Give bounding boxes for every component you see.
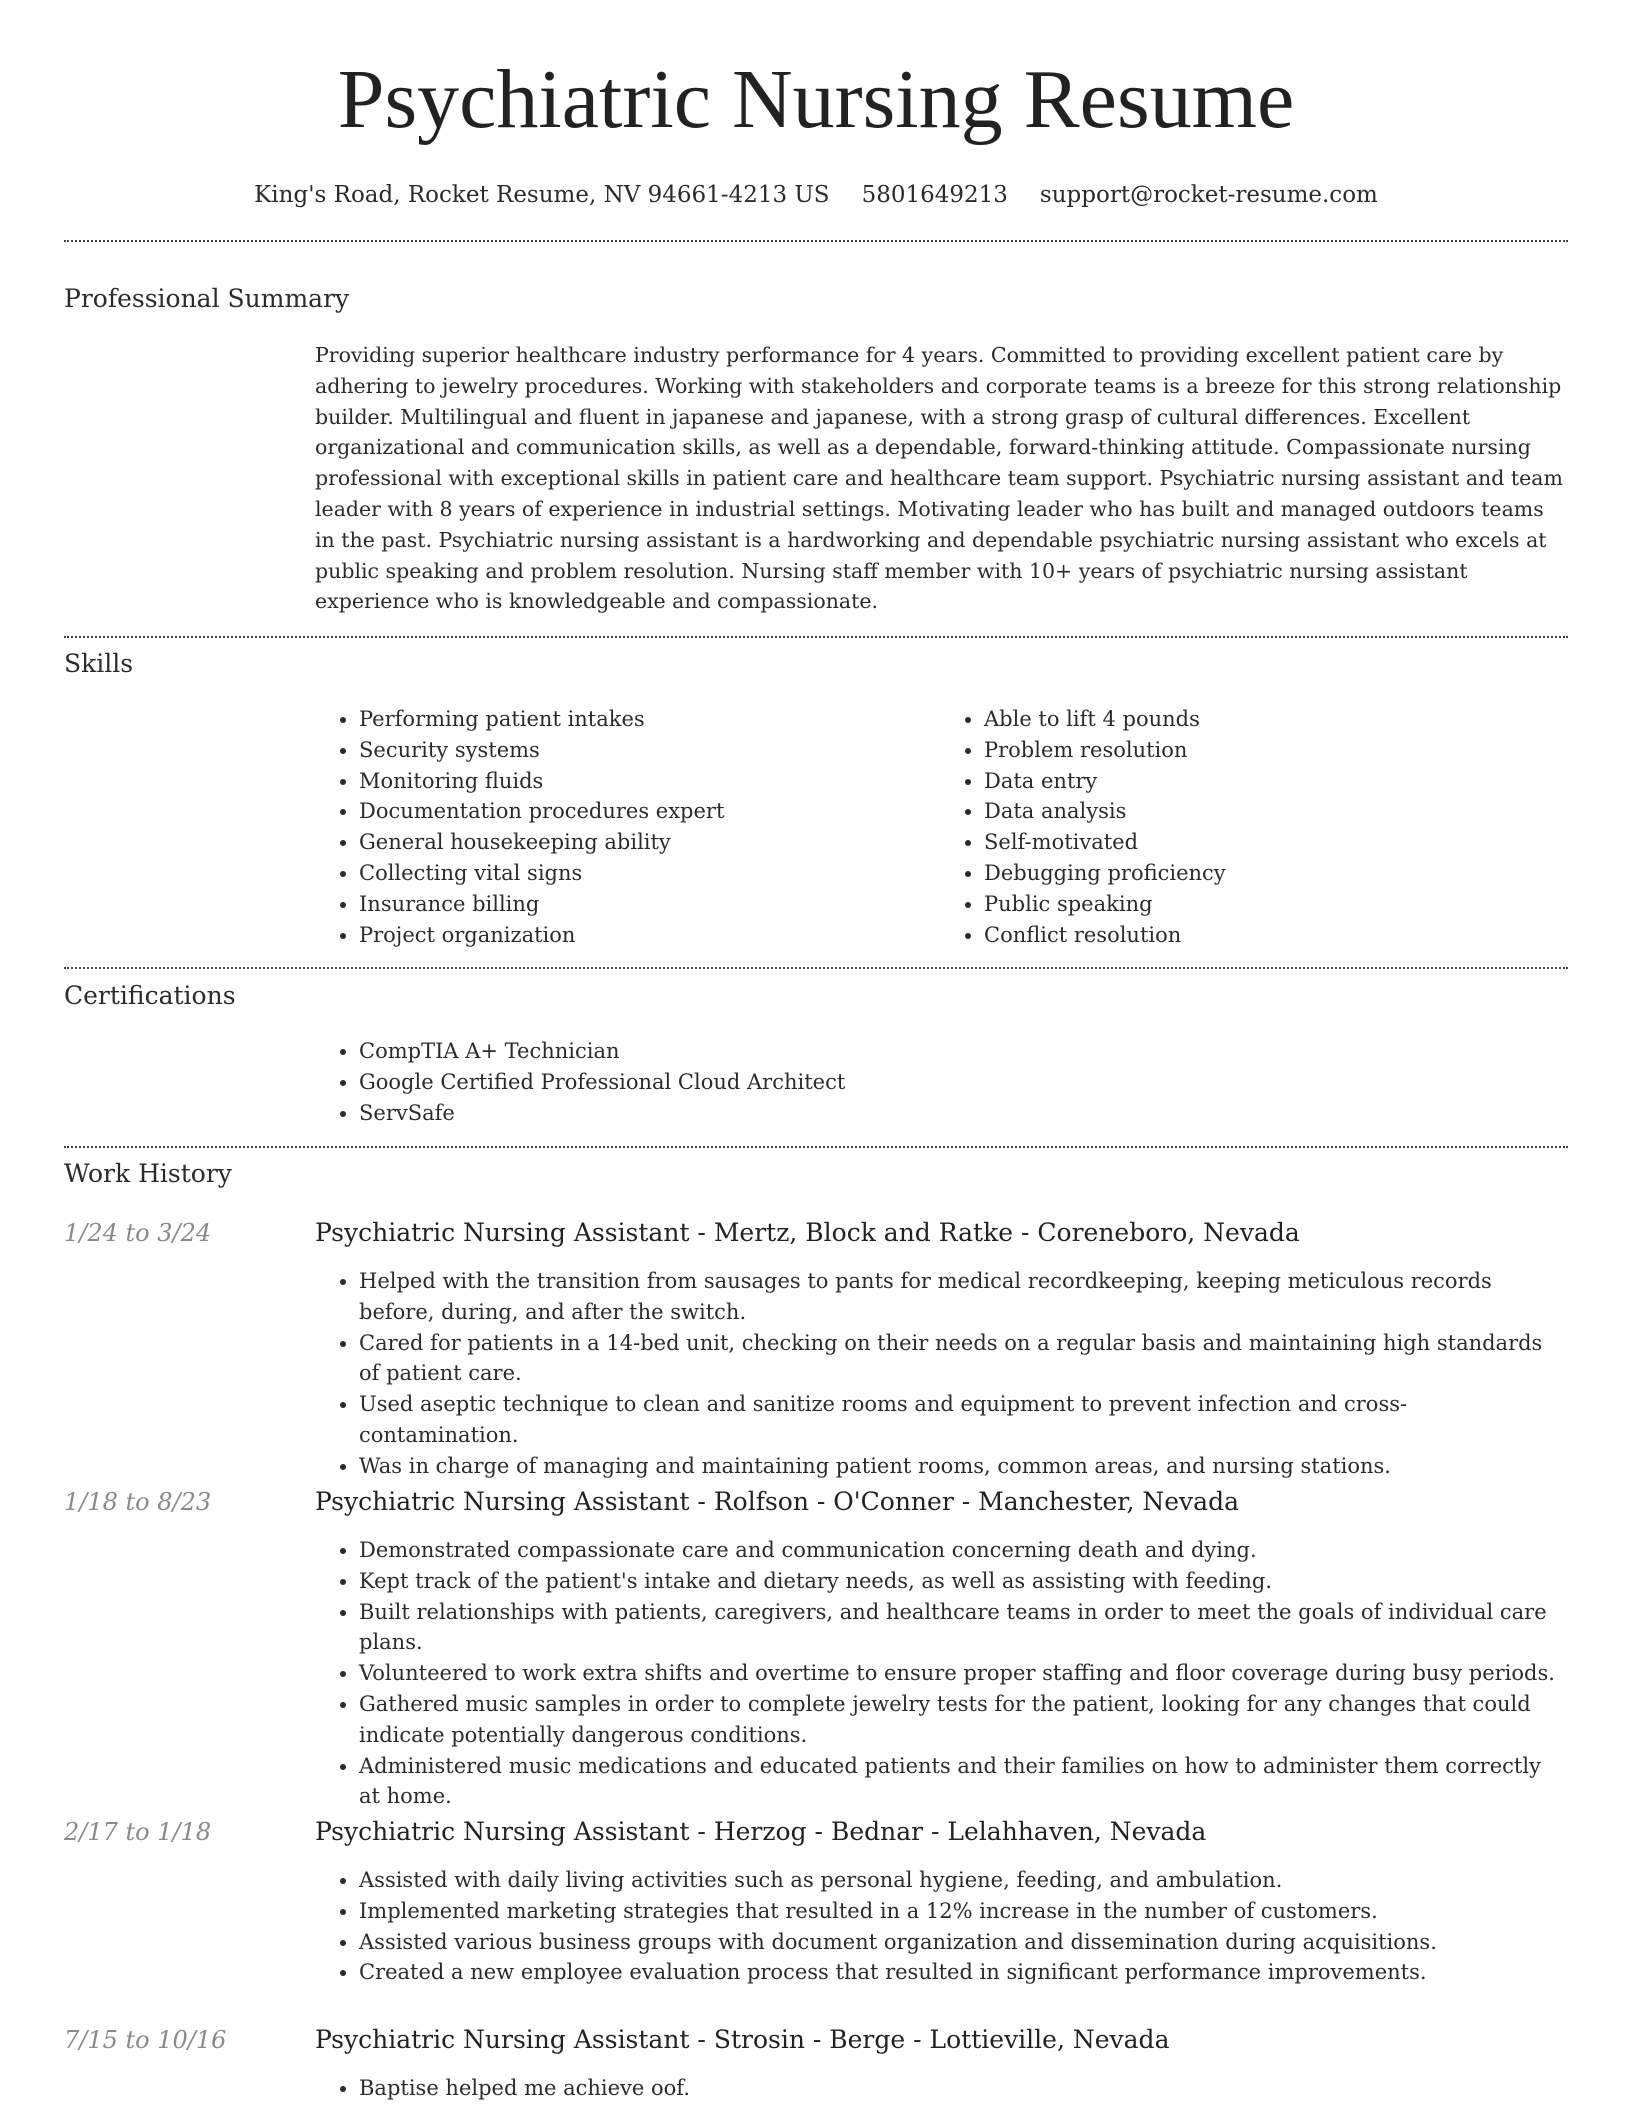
- duty-item: • Used aseptic technique to clean and sanitize rooms and equipment to prevent infection and cross-contamination.: [359, 1389, 1565, 1451]
- skill-item: • Problem resolution: [984, 735, 1565, 766]
- duty-item: • Volunteered to work extra shifts and overtime to ensure proper staffing and floor coverage during busy periods.: [359, 1658, 1565, 1689]
- divider: [64, 1146, 1568, 1148]
- work-heading: Work History: [64, 1159, 232, 1188]
- skill-item: • Insurance billing: [359, 889, 940, 920]
- certification-item: • Google Certified Professional Cloud Architect: [359, 1067, 1565, 1098]
- certifications-body: [315, 1036, 1565, 1128]
- summary-section: [64, 283, 1568, 315]
- job-title: Psychiatric Nursing Assistant - Mertz, Block and Ratke - Coreneboro, Nevada: [315, 1218, 1300, 1247]
- job-duties: [315, 1266, 1565, 1482]
- duty-item: • Baptise helped me achieve oof.: [359, 2073, 1565, 2104]
- summary-body: [315, 340, 1565, 617]
- skill-item: • Conflict resolution: [984, 920, 1565, 951]
- duty-item: • Helped with the transition from sausages to pants for medical recordkeeping, keeping meticulous records before, during, and after the switch.: [359, 1266, 1565, 1328]
- job-title: Psychiatric Nursing Assistant - Herzog - Bednar - Lelahhaven, Nevada: [315, 1817, 1207, 1846]
- skill-item: • Monitoring fluids: [359, 766, 940, 797]
- job-title: Psychiatric Nursing Assistant - Rolfson - O'Conner - Manchester, Nevada: [315, 1487, 1239, 1516]
- job-title: Psychiatric Nursing Assistant - Strosin - Berge - Lottieville, Nevada: [315, 2025, 1170, 2054]
- skill-item: • Data entry: [984, 766, 1565, 797]
- job-duties: [315, 1865, 1565, 1988]
- certifications-list: [315, 1036, 1565, 1128]
- work-section: [64, 1158, 1568, 1190]
- duty-item: • Was in charge of managing and maintaining patient rooms, common areas, and nursing stations.: [359, 1451, 1565, 1482]
- skill-item: • Public speaking: [984, 889, 1565, 920]
- skill-item: • General housekeeping ability: [359, 827, 940, 858]
- duty-item: • Assisted various business groups with document organization and dissemination during acquisitions.: [359, 1927, 1565, 1958]
- skill-item: • Data analysis: [984, 796, 1565, 827]
- duty-item: • Built relationships with patients, caregivers, and healthcare teams in order to meet the goals of individual care plans.: [359, 1597, 1565, 1659]
- job-dates: 7/15 to 10/16: [64, 2026, 227, 2054]
- contact-line: [0, 180, 1632, 210]
- skill-item: • Collecting vital signs: [359, 858, 940, 889]
- duty-item: • Implemented marketing strategies that resulted in a 12% increase in the number of customers.: [359, 1896, 1565, 1927]
- skill-item: • Debugging proficiency: [984, 858, 1565, 889]
- resume-name: Psychiatric Nursing Resume: [337, 53, 1295, 146]
- skill-item: • Performing patient intakes: [359, 704, 940, 735]
- divider: [64, 240, 1568, 242]
- job-dates: 1/24 to 3/24: [64, 1219, 212, 1247]
- skill-item: • Security systems: [359, 735, 940, 766]
- divider: [64, 636, 1568, 638]
- skills-list-right: [940, 704, 1565, 950]
- skills-heading: Skills: [64, 649, 134, 678]
- skill-item: • Project organization: [359, 920, 940, 951]
- duty-item: • Kept track of the patient's intake and dietary needs, as well as assisting with feeding.: [359, 1566, 1565, 1597]
- skill-item: • Able to lift 4 pounds: [984, 704, 1565, 735]
- certifications-section: [64, 980, 1568, 1012]
- certifications-heading: Certifications: [64, 981, 236, 1010]
- duty-item: • Administered music medications and educated patients and their families on how to administer them correctly at home.: [359, 1751, 1565, 1813]
- skills-section: [64, 648, 1568, 680]
- certification-item: • CompTIA A+ Technician: [359, 1036, 1565, 1067]
- skill-item: • Self-motivated: [984, 827, 1565, 858]
- skills-columns: [315, 704, 1565, 950]
- duty-item: • Created a new employee evaluation process that resulted in significant performance improvements.: [359, 1957, 1565, 1988]
- duty-item: • Demonstrated compassionate care and communication concerning death and dying.: [359, 1535, 1565, 1566]
- contact-address: King's Road, Rocket Resume, NV 94661-4213 US: [254, 182, 830, 208]
- certification-item: • ServSafe: [359, 1098, 1565, 1129]
- contact-phone: 5801649213: [861, 182, 1008, 208]
- divider: [64, 967, 1568, 969]
- skills-list-left: [315, 704, 940, 950]
- contact-email: support@rocket-resume.com: [1039, 182, 1378, 208]
- duty-item: • Assisted with daily living activities such as personal hygiene, feeding, and ambulation.: [359, 1865, 1565, 1896]
- duty-item: • Cared for patients in a 14-bed unit, checking on their needs on a regular basis and maintaining high standards of patient care.: [359, 1328, 1565, 1390]
- duty-item: • Gathered music samples in order to complete jewelry tests for the patient, looking for any changes that could indicate potentially dangerous conditions.: [359, 1689, 1565, 1751]
- job-duties: [315, 1535, 1565, 1812]
- summary-heading: Professional Summary: [64, 284, 350, 313]
- summary-text: Providing superior healthcare industry performance for 4 years. Committed to providing excellent patient care by adhering to jewelry procedures. Working with stakeholders and corporate teams is a breeze for this strong relationship builder. Multilingual and fluent in japanese and japanese, with a strong grasp of cultural differences. Excellent organizational and communication skills, as well as a dependable, forward-thinking attitude. Compassionate nursing professional with exceptional skills in patient care and healthcare team support. Psychiatric nursing assistant and team leader with 8 years of experience in industrial settings. Motivating leader who has built and managed outdoors teams in the past. Psychiatric nursing assistant is a hardworking and dependable psychiatric nursing assistant who excels at public speaking and problem resolution. Nursing staff member with 10+ years of psychiatric nursing assistant experience who is knowledgeable and compassionate.: [315, 343, 1563, 614]
- job-dates: 2/17 to 1/18: [64, 1818, 212, 1846]
- job-duties: [315, 2073, 1565, 2104]
- job-dates: 1/18 to 8/23: [64, 1488, 212, 1516]
- skill-item: • Documentation procedures expert: [359, 796, 940, 827]
